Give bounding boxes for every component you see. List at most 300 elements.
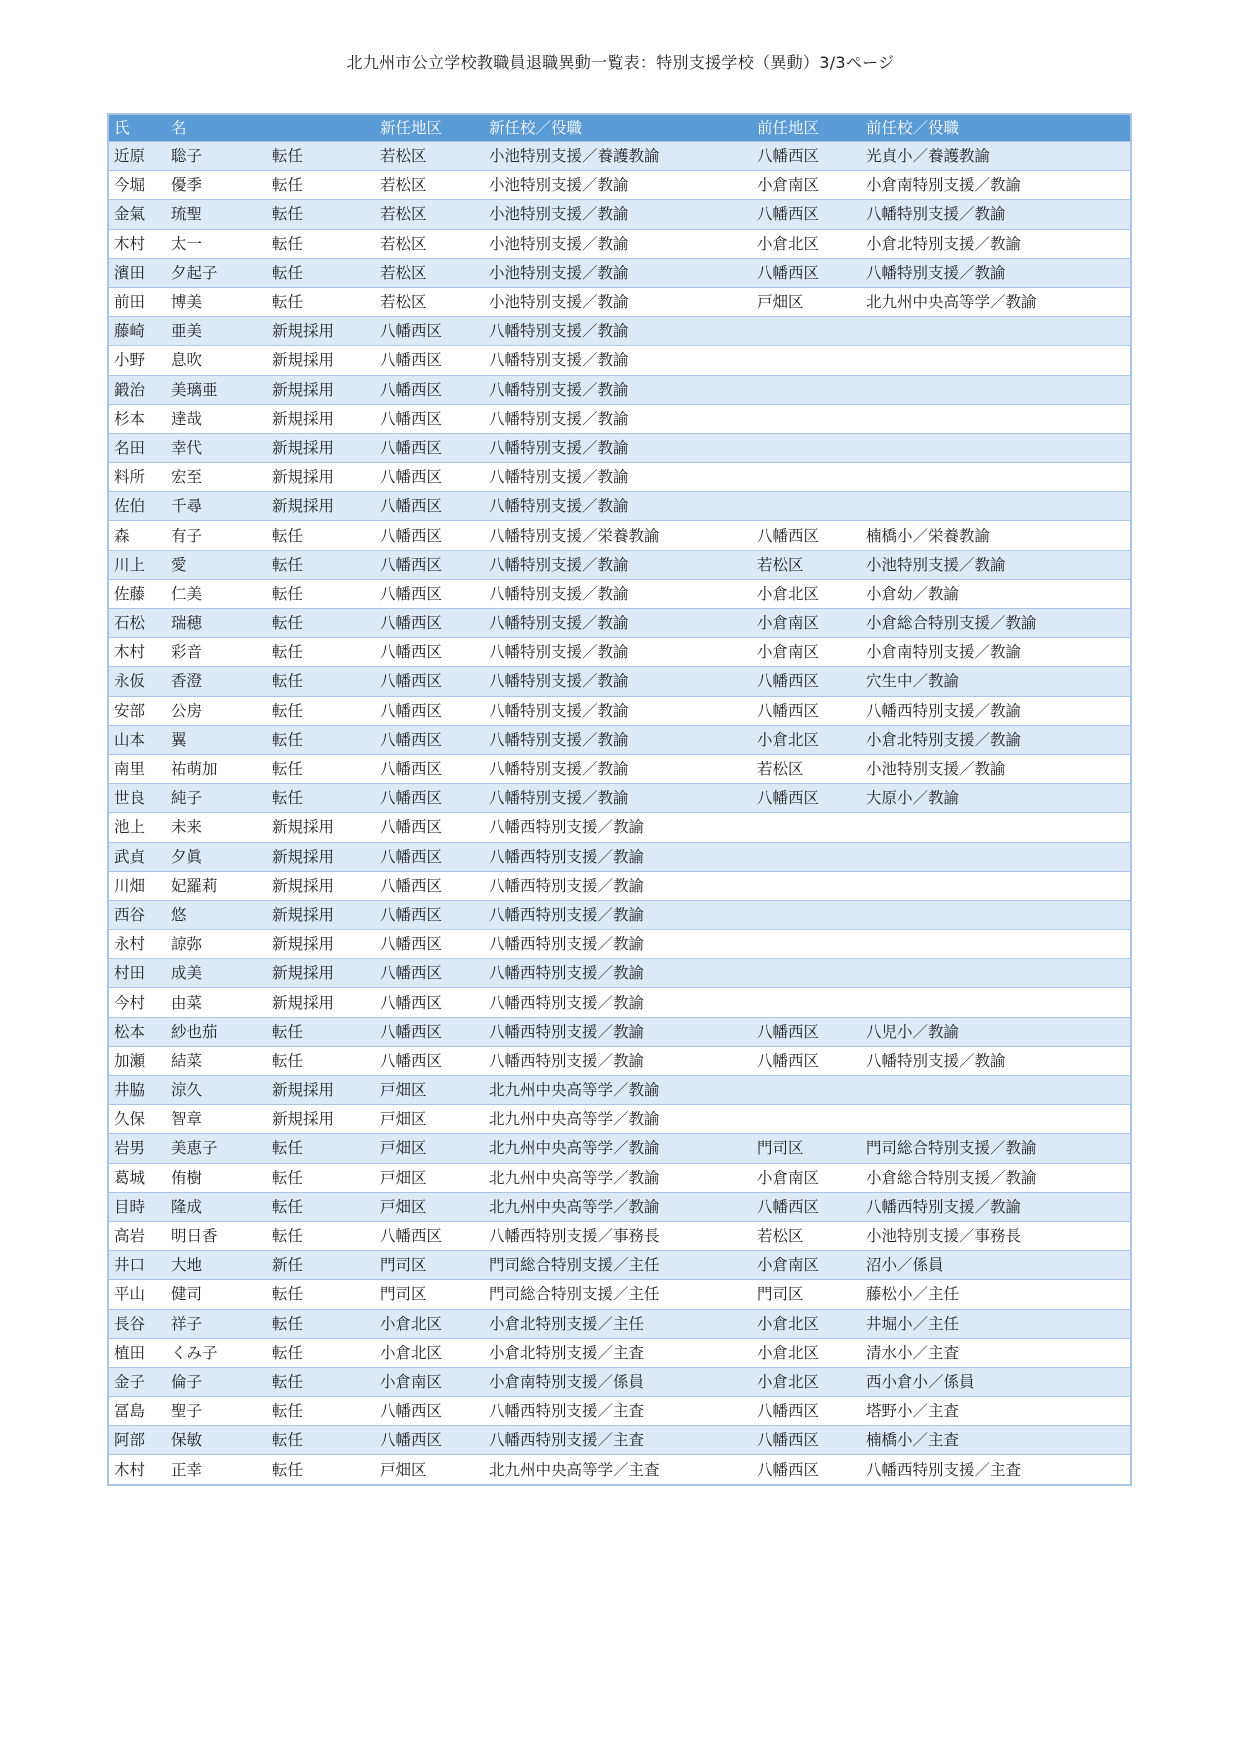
- new-school-cell: 八幡特別支援／教諭: [484, 609, 752, 638]
- table-row: [108, 959, 1131, 988]
- given-name-cell: 宏至: [166, 463, 267, 492]
- new-district-cell: 八幡西区: [375, 492, 484, 521]
- new-district-cell: 戸畑区: [375, 1105, 484, 1134]
- table-row: [108, 171, 1131, 200]
- new-district-cell: 小倉南区: [375, 1367, 484, 1396]
- type-cell: 転任: [267, 1134, 375, 1163]
- table-row: [108, 375, 1131, 404]
- given-name-cell: 千尋: [166, 492, 267, 521]
- given-name-cell: 琉聖: [166, 200, 267, 229]
- type-cell: 新規採用: [267, 813, 375, 842]
- surname-cell: 目時: [108, 1192, 166, 1221]
- type-cell: 転任: [267, 754, 375, 783]
- surname-cell: 井口: [108, 1251, 166, 1280]
- given-name-cell: 成美: [166, 959, 267, 988]
- new-school-cell: 八幡西特別支援／教諭: [484, 930, 752, 959]
- surname-cell: 森: [108, 521, 166, 550]
- given-name-cell: 達哉: [166, 404, 267, 433]
- type-cell: 転任: [267, 1338, 375, 1367]
- surname-cell: 濱田: [108, 258, 166, 287]
- prev-district-cell: 若松区: [752, 754, 861, 783]
- new-school-cell: 八幡西特別支援／教諭: [484, 988, 752, 1017]
- table-row: [108, 1076, 1131, 1105]
- new-school-cell: 八幡特別支援／教諭: [484, 375, 752, 404]
- type-cell: 転任: [267, 784, 375, 813]
- prev-district-cell: 小倉北区: [752, 1338, 861, 1367]
- type-cell: 転任: [267, 1017, 375, 1046]
- new-school-cell: 八幡特別支援／教諭: [484, 696, 752, 725]
- surname-cell: 池上: [108, 813, 166, 842]
- surname-cell: 永仮: [108, 667, 166, 696]
- prev-school-cell: [861, 463, 1131, 492]
- prev-school-cell: [861, 842, 1131, 871]
- type-cell: 転任: [267, 258, 375, 287]
- new-school-cell: 八幡特別支援／教諭: [484, 754, 752, 783]
- table-row: [108, 696, 1131, 725]
- new-district-cell: 戸畑区: [375, 1455, 484, 1485]
- surname-cell: 金氣: [108, 200, 166, 229]
- prev-district-cell: 八幡西区: [752, 1455, 861, 1485]
- type-cell: 転任: [267, 1046, 375, 1075]
- header-prev-school: 前任校／役職: [861, 114, 1131, 142]
- new-district-cell: 八幡西区: [375, 930, 484, 959]
- surname-cell: 永村: [108, 930, 166, 959]
- table-row: [108, 1017, 1131, 1046]
- prev-district-cell: 八幡西区: [752, 667, 861, 696]
- new-school-cell: 門司総合特別支援／主任: [484, 1251, 752, 1280]
- prev-district-cell: 八幡西区: [752, 1192, 861, 1221]
- prev-school-cell: 八幡西特別支援／教諭: [861, 696, 1131, 725]
- new-district-cell: 若松区: [375, 258, 484, 287]
- prev-district-cell: 八幡西区: [752, 258, 861, 287]
- new-school-cell: 八幡特別支援／教諭: [484, 317, 752, 346]
- new-district-cell: 八幡西区: [375, 550, 484, 579]
- surname-cell: 井脇: [108, 1076, 166, 1105]
- new-district-cell: 八幡西区: [375, 638, 484, 667]
- new-district-cell: 戸畑区: [375, 1076, 484, 1105]
- prev-district-cell: [752, 842, 861, 871]
- new-district-cell: 八幡西区: [375, 813, 484, 842]
- prev-school-cell: 八児小／教諭: [861, 1017, 1131, 1046]
- type-cell: 転任: [267, 696, 375, 725]
- new-district-cell: 八幡西区: [375, 725, 484, 754]
- new-district-cell: 小倉北区: [375, 1338, 484, 1367]
- prev-district-cell: 小倉南区: [752, 609, 861, 638]
- new-district-cell: 八幡西区: [375, 463, 484, 492]
- prev-school-cell: 小倉総合特別支援／教諭: [861, 1163, 1131, 1192]
- given-name-cell: 息吹: [166, 346, 267, 375]
- given-name-cell: 大地: [166, 1251, 267, 1280]
- table-row: [108, 842, 1131, 871]
- surname-cell: 植田: [108, 1338, 166, 1367]
- prev-school-cell: [861, 433, 1131, 462]
- surname-cell: 木村: [108, 638, 166, 667]
- given-name-cell: 明日香: [166, 1221, 267, 1250]
- new-district-cell: 八幡西区: [375, 784, 484, 813]
- prev-school-cell: 藤松小／主任: [861, 1280, 1131, 1309]
- type-cell: 転任: [267, 1455, 375, 1485]
- surname-cell: 山本: [108, 725, 166, 754]
- new-school-cell: 小池特別支援／教諭: [484, 258, 752, 287]
- prev-school-cell: [861, 959, 1131, 988]
- table-row: [108, 609, 1131, 638]
- header-given-name: 名: [166, 114, 267, 142]
- type-cell: 新規採用: [267, 871, 375, 900]
- prev-school-cell: [861, 346, 1131, 375]
- prev-school-cell: [861, 988, 1131, 1017]
- prev-district-cell: [752, 433, 861, 462]
- prev-district-cell: [752, 404, 861, 433]
- table-row: [108, 346, 1131, 375]
- prev-district-cell: [752, 317, 861, 346]
- surname-cell: 西谷: [108, 900, 166, 929]
- new-school-cell: 八幡西特別支援／教諭: [484, 959, 752, 988]
- table-row: [108, 1455, 1131, 1485]
- new-school-cell: 八幡特別支援／教諭: [484, 725, 752, 754]
- prev-school-cell: 小倉北特別支援／教諭: [861, 229, 1131, 258]
- given-name-cell: 美璃亜: [166, 375, 267, 404]
- type-cell: 転任: [267, 1280, 375, 1309]
- surname-cell: 今堀: [108, 171, 166, 200]
- new-school-cell: 八幡特別支援／教諭: [484, 550, 752, 579]
- new-school-cell: 小倉北特別支援／主任: [484, 1309, 752, 1338]
- surname-cell: 木村: [108, 1455, 166, 1485]
- surname-cell: 小野: [108, 346, 166, 375]
- new-district-cell: 八幡西区: [375, 375, 484, 404]
- new-district-cell: 八幡西区: [375, 1426, 484, 1455]
- prev-district-cell: 八幡西区: [752, 1046, 861, 1075]
- prev-district-cell: [752, 1076, 861, 1105]
- prev-district-cell: 八幡西区: [752, 1397, 861, 1426]
- type-cell: 転任: [267, 1309, 375, 1338]
- prev-school-cell: [861, 317, 1131, 346]
- new-school-cell: 八幡西特別支援／教諭: [484, 1046, 752, 1075]
- new-school-cell: 八幡西特別支援／教諭: [484, 1017, 752, 1046]
- given-name-cell: 倫子: [166, 1367, 267, 1396]
- table-row: [108, 1426, 1131, 1455]
- table-row: [108, 1046, 1131, 1075]
- surname-cell: 松本: [108, 1017, 166, 1046]
- table-row: [108, 1280, 1131, 1309]
- table-row: [108, 433, 1131, 462]
- table-row: [108, 1367, 1131, 1396]
- type-cell: 転任: [267, 1426, 375, 1455]
- type-cell: 転任: [267, 609, 375, 638]
- given-name-cell: 彩音: [166, 638, 267, 667]
- type-cell: 転任: [267, 142, 375, 171]
- table-row: [108, 142, 1131, 171]
- given-name-cell: 太一: [166, 229, 267, 258]
- given-name-cell: 瑞穂: [166, 609, 267, 638]
- prev-school-cell: 塔野小／主査: [861, 1397, 1131, 1426]
- prev-school-cell: 大原小／教諭: [861, 784, 1131, 813]
- new-school-cell: 八幡特別支援／教諭: [484, 433, 752, 462]
- header-prev-district: 前任地区: [752, 114, 861, 142]
- type-cell: 新規採用: [267, 404, 375, 433]
- table-row: [108, 1309, 1131, 1338]
- prev-district-cell: 小倉北区: [752, 1309, 861, 1338]
- type-cell: 転任: [267, 638, 375, 667]
- new-district-cell: 若松区: [375, 229, 484, 258]
- type-cell: 転任: [267, 1397, 375, 1426]
- new-district-cell: 八幡西区: [375, 842, 484, 871]
- prev-school-cell: 小池特別支援／事務長: [861, 1221, 1131, 1250]
- page-title: 北九州市公立学校教職員退職異動一覧表：特別支援学校（異動）3/3ページ: [346, 53, 895, 72]
- table-row: [108, 667, 1131, 696]
- given-name-cell: 優季: [166, 171, 267, 200]
- prev-school-cell: [861, 375, 1131, 404]
- new-district-cell: 八幡西区: [375, 988, 484, 1017]
- prev-district-cell: 八幡西区: [752, 696, 861, 725]
- prev-school-cell: [861, 404, 1131, 433]
- given-name-cell: 美恵子: [166, 1134, 267, 1163]
- type-cell: 新規採用: [267, 463, 375, 492]
- table-row: [108, 317, 1131, 346]
- new-school-cell: 八幡西特別支援／教諭: [484, 842, 752, 871]
- type-cell: 新規採用: [267, 988, 375, 1017]
- given-name-cell: 香澄: [166, 667, 267, 696]
- surname-cell: 長谷: [108, 1309, 166, 1338]
- staff-transfer-table: [107, 113, 1132, 1486]
- table-row: [108, 1105, 1131, 1134]
- table-row: [108, 725, 1131, 754]
- new-school-cell: 八幡西特別支援／主査: [484, 1426, 752, 1455]
- prev-district-cell: [752, 492, 861, 521]
- prev-school-cell: 沼小／係員: [861, 1251, 1131, 1280]
- given-name-cell: 祥子: [166, 1309, 267, 1338]
- given-name-cell: 保敏: [166, 1426, 267, 1455]
- prev-district-cell: [752, 1105, 861, 1134]
- new-district-cell: 八幡西区: [375, 317, 484, 346]
- new-school-cell: 小池特別支援／教諭: [484, 200, 752, 229]
- given-name-cell: 由菜: [166, 988, 267, 1017]
- given-name-cell: 幸代: [166, 433, 267, 462]
- new-district-cell: 若松区: [375, 142, 484, 171]
- prev-district-cell: 小倉北区: [752, 725, 861, 754]
- prev-district-cell: [752, 930, 861, 959]
- new-school-cell: 八幡特別支援／教諭: [484, 638, 752, 667]
- new-school-cell: 八幡特別支援／教諭: [484, 492, 752, 521]
- prev-district-cell: 戸畑区: [752, 287, 861, 316]
- new-school-cell: 八幡西特別支援／事務長: [484, 1221, 752, 1250]
- table-row: [108, 900, 1131, 929]
- prev-school-cell: 八幡西特別支援／教諭: [861, 1192, 1131, 1221]
- prev-district-cell: 門司区: [752, 1134, 861, 1163]
- surname-cell: 阿部: [108, 1426, 166, 1455]
- new-district-cell: 八幡西区: [375, 1221, 484, 1250]
- surname-cell: 今村: [108, 988, 166, 1017]
- prev-school-cell: [861, 1105, 1131, 1134]
- prev-school-cell: 小池特別支援／教諭: [861, 550, 1131, 579]
- prev-school-cell: [861, 930, 1131, 959]
- surname-cell: 木村: [108, 229, 166, 258]
- prev-district-cell: 小倉北区: [752, 1367, 861, 1396]
- prev-school-cell: [861, 813, 1131, 842]
- surname-cell: 久保: [108, 1105, 166, 1134]
- table-row: [108, 1221, 1131, 1250]
- new-school-cell: 八幡特別支援／教諭: [484, 463, 752, 492]
- type-cell: 新規採用: [267, 433, 375, 462]
- prev-district-cell: 小倉南区: [752, 1163, 861, 1192]
- prev-district-cell: 八幡西区: [752, 142, 861, 171]
- given-name-cell: 亜美: [166, 317, 267, 346]
- table-row: [108, 463, 1131, 492]
- new-school-cell: 小池特別支援／養護教諭: [484, 142, 752, 171]
- new-school-cell: 北九州中央高等学／教諭: [484, 1105, 752, 1134]
- given-name-cell: 悠: [166, 900, 267, 929]
- surname-cell: 石松: [108, 609, 166, 638]
- surname-cell: 杉本: [108, 404, 166, 433]
- given-name-cell: 愛: [166, 550, 267, 579]
- new-district-cell: 八幡西区: [375, 433, 484, 462]
- type-cell: 新規採用: [267, 375, 375, 404]
- given-name-cell: くみ子: [166, 1338, 267, 1367]
- new-school-cell: 小倉北特別支援／主査: [484, 1338, 752, 1367]
- new-district-cell: 八幡西区: [375, 1017, 484, 1046]
- table-row: [108, 492, 1131, 521]
- prev-school-cell: 穴生中／教諭: [861, 667, 1131, 696]
- new-school-cell: 北九州中央高等学／教諭: [484, 1163, 752, 1192]
- table-row: [108, 1338, 1131, 1367]
- new-school-cell: 北九州中央高等学／教諭: [484, 1076, 752, 1105]
- prev-school-cell: 井堀小／主任: [861, 1309, 1131, 1338]
- prev-school-cell: [861, 871, 1131, 900]
- new-district-cell: 若松区: [375, 287, 484, 316]
- prev-district-cell: 八幡西区: [752, 1426, 861, 1455]
- prev-school-cell: 小池特別支援／教諭: [861, 754, 1131, 783]
- prev-district-cell: [752, 375, 861, 404]
- new-district-cell: 八幡西区: [375, 404, 484, 433]
- new-school-cell: 八幡特別支援／教諭: [484, 579, 752, 608]
- surname-cell: 川畑: [108, 871, 166, 900]
- type-cell: 新規採用: [267, 900, 375, 929]
- type-cell: 転任: [267, 287, 375, 316]
- prev-school-cell: [861, 900, 1131, 929]
- given-name-cell: 純子: [166, 784, 267, 813]
- new-school-cell: 八幡西特別支援／教諭: [484, 900, 752, 929]
- new-district-cell: 八幡西区: [375, 1397, 484, 1426]
- surname-cell: 岩男: [108, 1134, 166, 1163]
- given-name-cell: 夕起子: [166, 258, 267, 287]
- prev-school-cell: 八幡西特別支援／主査: [861, 1455, 1131, 1485]
- type-cell: 新規採用: [267, 317, 375, 346]
- given-name-cell: 公房: [166, 696, 267, 725]
- prev-school-cell: 小倉北特別支援／教諭: [861, 725, 1131, 754]
- prev-school-cell: 小倉総合特別支援／教諭: [861, 609, 1131, 638]
- new-district-cell: 八幡西区: [375, 521, 484, 550]
- prev-school-cell: [861, 492, 1131, 521]
- table-row: [108, 988, 1131, 1017]
- table-row: [108, 404, 1131, 433]
- table-row: [108, 229, 1131, 258]
- prev-district-cell: 八幡西区: [752, 784, 861, 813]
- new-school-cell: 北九州中央高等学／教諭: [484, 1192, 752, 1221]
- new-district-cell: 戸畑区: [375, 1134, 484, 1163]
- table-row: [108, 930, 1131, 959]
- new-district-cell: 若松区: [375, 171, 484, 200]
- header-type: [267, 114, 375, 142]
- surname-cell: 南里: [108, 754, 166, 783]
- type-cell: 転任: [267, 171, 375, 200]
- new-school-cell: 門司総合特別支援／主任: [484, 1280, 752, 1309]
- new-school-cell: 八幡特別支援／教諭: [484, 667, 752, 696]
- prev-district-cell: 八幡西区: [752, 521, 861, 550]
- surname-cell: 川上: [108, 550, 166, 579]
- prev-school-cell: 門司総合特別支援／教諭: [861, 1134, 1131, 1163]
- given-name-cell: 聖子: [166, 1397, 267, 1426]
- new-district-cell: 八幡西区: [375, 609, 484, 638]
- type-cell: 転任: [267, 1367, 375, 1396]
- given-name-cell: 健司: [166, 1280, 267, 1309]
- new-district-cell: 小倉北区: [375, 1309, 484, 1338]
- new-school-cell: 八幡西特別支援／教諭: [484, 871, 752, 900]
- new-district-cell: 八幡西区: [375, 346, 484, 375]
- new-school-cell: 八幡特別支援／栄養教諭: [484, 521, 752, 550]
- new-district-cell: 八幡西区: [375, 754, 484, 783]
- type-cell: 転任: [267, 725, 375, 754]
- prev-school-cell: 光貞小／養護教諭: [861, 142, 1131, 171]
- given-name-cell: 翼: [166, 725, 267, 754]
- new-district-cell: 八幡西区: [375, 696, 484, 725]
- surname-cell: 鍛治: [108, 375, 166, 404]
- type-cell: 新規採用: [267, 959, 375, 988]
- table-row: [108, 550, 1131, 579]
- table-row: [108, 1163, 1131, 1192]
- prev-district-cell: 若松区: [752, 1221, 861, 1250]
- given-name-cell: 正幸: [166, 1455, 267, 1485]
- prev-district-cell: 若松区: [752, 550, 861, 579]
- prev-school-cell: 清水小／主査: [861, 1338, 1131, 1367]
- given-name-cell: 博美: [166, 287, 267, 316]
- given-name-cell: 夕眞: [166, 842, 267, 871]
- prev-district-cell: [752, 988, 861, 1017]
- new-district-cell: 戸畑区: [375, 1192, 484, 1221]
- new-school-cell: 八幡特別支援／教諭: [484, 404, 752, 433]
- type-cell: 転任: [267, 229, 375, 258]
- type-cell: 新規採用: [267, 1076, 375, 1105]
- type-cell: 転任: [267, 521, 375, 550]
- given-name-cell: 仁美: [166, 579, 267, 608]
- new-district-cell: 門司区: [375, 1280, 484, 1309]
- prev-district-cell: [752, 959, 861, 988]
- surname-cell: 前田: [108, 287, 166, 316]
- surname-cell: 近原: [108, 142, 166, 171]
- surname-cell: 佐伯: [108, 492, 166, 521]
- type-cell: 転任: [267, 1192, 375, 1221]
- table-row: [108, 784, 1131, 813]
- type-cell: 転任: [267, 579, 375, 608]
- surname-cell: 冨島: [108, 1397, 166, 1426]
- type-cell: 新規採用: [267, 930, 375, 959]
- new-district-cell: 八幡西区: [375, 871, 484, 900]
- prev-school-cell: 小倉南特別支援／教諭: [861, 171, 1131, 200]
- given-name-cell: 有子: [166, 521, 267, 550]
- table-row: [108, 287, 1131, 316]
- new-district-cell: 八幡西区: [375, 579, 484, 608]
- surname-cell: 村田: [108, 959, 166, 988]
- prev-district-cell: 八幡西区: [752, 1017, 861, 1046]
- type-cell: 転任: [267, 200, 375, 229]
- header-surname: 氏: [108, 114, 166, 142]
- table-row: [108, 1251, 1131, 1280]
- prev-school-cell: 小倉南特別支援／教諭: [861, 638, 1131, 667]
- type-cell: 新規採用: [267, 346, 375, 375]
- given-name-cell: 未来: [166, 813, 267, 842]
- new-school-cell: 八幡西特別支援／主査: [484, 1397, 752, 1426]
- prev-district-cell: [752, 900, 861, 929]
- new-district-cell: 八幡西区: [375, 959, 484, 988]
- table-row: [108, 1192, 1131, 1221]
